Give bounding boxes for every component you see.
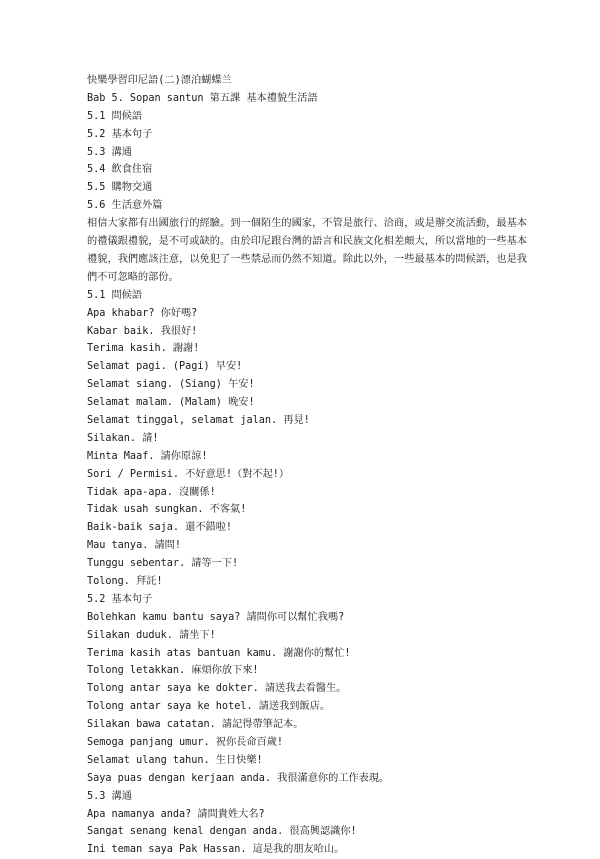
phrase-line: Terima kasih. 謝謝! bbox=[87, 343, 200, 355]
phrase-line: Sangat senang kenal dengan anda. 很高興認識你! bbox=[87, 826, 357, 838]
communication-list bbox=[87, 806, 527, 859]
phrase-line: Ini teman saya Pak Hassan. 這是我的朋友哈山。 bbox=[87, 844, 345, 856]
phrase-line: Tidak apa-apa. 沒關係! bbox=[87, 486, 216, 498]
section-heading: 5.2 基本句子 bbox=[87, 593, 153, 605]
phrase-line: Saya puas dengan kerjaan anda. 我很滿意你的工作表現。 bbox=[87, 772, 390, 784]
toc-item: 5.3 溝通 bbox=[87, 146, 132, 158]
phrase-line: Baik-baik saja. 還不錯啦! bbox=[87, 522, 233, 534]
toc-item: 5.2 基本句子 bbox=[87, 128, 153, 140]
phrase-line: Apa khabar? 你好嗎? bbox=[87, 307, 198, 319]
lesson-heading: Bab 5. Sopan santun 第五課 基本禮貌生活語 bbox=[87, 92, 318, 104]
document-page bbox=[87, 72, 527, 859]
toc-item: 5.4 飲食住宿 bbox=[87, 164, 153, 176]
phrase-line: Kabar baik. 我很好! bbox=[87, 325, 198, 337]
intro-paragraph: 相信大家都有出國旅行的經驗。到一個陌生的國家，不管是旅行、洽商，或是辦交流活動，最基本的禮儀跟禮貌，是不可或缺的。由於印尼跟台灣的語言和民族文化相差頗大，所以當地的一些基本禮貌，我們應該注意，以免犯了一些禁忌而仍然不知道。除此以外，一些最基本的問候語，也是我們不可忽略的部份。 bbox=[87, 218, 527, 283]
basic-sentences-list bbox=[87, 609, 527, 788]
phrase-line: Silakan. 請! bbox=[87, 432, 159, 444]
toc-item: 5.5 購物交通 bbox=[87, 182, 153, 194]
phrase-line: Sori / Permisi. 不好意思!（對不起!） bbox=[87, 468, 290, 480]
phrase-line: Bolehkan kamu bantu saya? 請問你可以幫忙我嗎? bbox=[87, 611, 345, 623]
phrase-line: Selamat tinggal, selamat jalan. 再見! bbox=[87, 414, 310, 426]
phrase-line: Tolong antar saya ke dokter. 請送我去看醫生。 bbox=[87, 683, 347, 695]
toc-item: 5.1 問候語 bbox=[87, 110, 143, 122]
table-of-contents bbox=[87, 108, 527, 215]
phrase-line: Mau tanya. 請問! bbox=[87, 540, 181, 552]
section-heading: 5.1 問候語 bbox=[87, 289, 143, 301]
phrase-line: Tunggu sebentar. 請等一下! bbox=[87, 558, 239, 570]
phrase-line: Silakan bawa catatan. 請記得帶筆記本。 bbox=[87, 719, 304, 731]
phrase-line: Tolong letakkan. 麻煩你放下來! bbox=[87, 665, 259, 677]
toc-item: 5.6 生活意外篇 bbox=[87, 200, 163, 212]
section-heading: 5.3 溝通 bbox=[87, 790, 132, 802]
phrase-line: Tidak usah sungkan. 不客氣! bbox=[87, 504, 247, 516]
phrase-line: Selamat pagi. (Pagi) 早安! bbox=[87, 361, 243, 373]
phrase-line: Tolong antar saya ke hotel. 請送我到飯店。 bbox=[87, 701, 331, 713]
phrase-line: Terima kasih atas bantuan kamu. 謝謝你的幫忙! bbox=[87, 647, 351, 659]
document-title: 快樂學習印尼語(二)漂泊蝴蝶兰 bbox=[87, 75, 232, 86]
phrase-line: Semoga panjang umur. 祝你長命百歲! bbox=[87, 737, 284, 749]
phrase-line: Selamat malam. (Malam) 晚安! bbox=[87, 397, 255, 409]
phrase-line: Selamat ulang tahun. 生日快樂! bbox=[87, 754, 263, 766]
phrase-line: Tolong. 拜託! bbox=[87, 576, 163, 587]
phrase-line: Selamat siang. (Siang) 午安! bbox=[87, 379, 255, 391]
phrase-line: Silakan duduk. 請坐下! bbox=[87, 629, 216, 641]
phrase-line: Minta Maaf. 請你原諒! bbox=[87, 450, 208, 462]
greetings-list bbox=[87, 305, 527, 591]
phrase-line: Apa namanya anda? 請問貴姓大名? bbox=[87, 808, 265, 820]
